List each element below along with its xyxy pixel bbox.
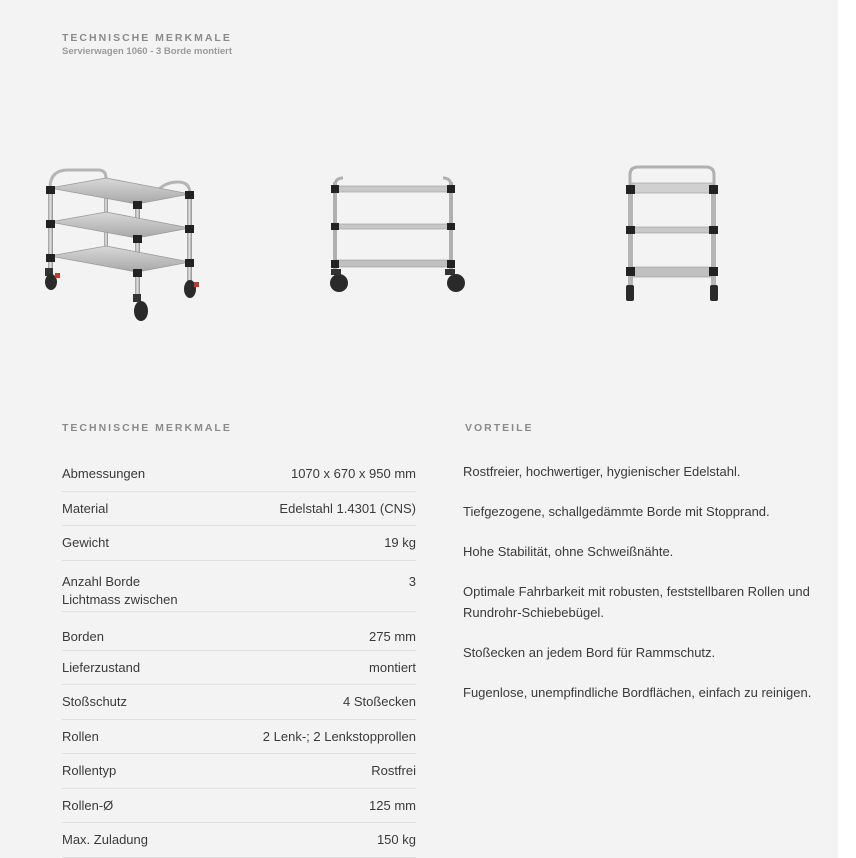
advantage-item: Stoßecken an jedem Bord für Rammschutz. bbox=[463, 645, 716, 660]
product-image-front bbox=[620, 163, 725, 318]
spec-row bbox=[62, 457, 416, 492]
spec-value: 150 kg bbox=[376, 832, 416, 848]
spec-row bbox=[62, 754, 416, 789]
spec-row bbox=[62, 492, 416, 527]
spec-row bbox=[62, 651, 416, 686]
spec-row bbox=[62, 612, 416, 651]
spec-label: Rollentyp bbox=[62, 763, 117, 779]
advantage-item: Hohe Stabilität, ohne Schweißnähte. bbox=[463, 544, 674, 559]
spec-row bbox=[62, 789, 416, 824]
spec-label: Rollen-Ø bbox=[62, 797, 114, 813]
spec-value: 19 kg bbox=[384, 535, 416, 551]
advantage-item: Optimale Fahrbarkeit mit robusten, feststellbaren Rollen und Rundrohr-Schiebebügel. bbox=[463, 584, 810, 620]
header-subtitle: Servierwagen 1060 - 3 Borde montiert bbox=[62, 46, 233, 57]
spec-value: 125 mm bbox=[369, 797, 416, 813]
advantage-item: Tiefgezogene, schallgedämmte Borde mit Stopprand. bbox=[463, 504, 770, 519]
spec-row bbox=[62, 561, 416, 589]
spec-label: Material bbox=[62, 500, 109, 516]
spec-value: 275 mm bbox=[369, 628, 416, 644]
advantage-item: Rostfreier, hochwertiger, hygienischer Edelstahl. bbox=[463, 464, 741, 479]
spec-row bbox=[62, 526, 416, 561]
product-image-perspective bbox=[40, 160, 220, 335]
spec-label: Gewicht bbox=[62, 535, 109, 551]
spec-value: 4 Stoßecken bbox=[343, 694, 416, 710]
product-image-side bbox=[325, 172, 470, 302]
spec-row bbox=[62, 720, 416, 755]
spec-row bbox=[62, 589, 416, 612]
spec-value: 3 bbox=[408, 573, 416, 589]
spec-value: Rostfrei bbox=[371, 763, 416, 779]
specs-title: TECHNISCHE MERKMALE bbox=[62, 422, 232, 434]
advantages-list bbox=[463, 461, 813, 722]
spec-value: montiert bbox=[369, 659, 416, 675]
spec-value: Edelstahl 1.4301 (CNS) bbox=[279, 500, 416, 516]
spec-label: Lieferzustand bbox=[62, 659, 141, 675]
spec-label: Max. Zuladung bbox=[62, 832, 148, 848]
spec-label: Anzahl Borde bbox=[62, 573, 141, 589]
spec-value: 2 Lenk-; 2 Lenkstopprollen bbox=[262, 728, 416, 744]
spec-label: Lichtmass zwischen bbox=[62, 592, 178, 607]
spec-row bbox=[62, 685, 416, 720]
advantages-title: VORTEILE bbox=[465, 422, 534, 434]
spec-row bbox=[62, 823, 416, 858]
spec-label: Borden bbox=[62, 628, 104, 644]
spec-value: 1070 x 670 x 950 mm bbox=[290, 466, 416, 482]
spec-label: Rollen bbox=[62, 728, 99, 744]
spec-label: Stoßschutz bbox=[62, 694, 128, 710]
advantage-item: Fugenlose, unempfindliche Bordflächen, einfach zu reinigen. bbox=[463, 685, 812, 700]
header-title: TECHNISCHE MERKMALE bbox=[62, 32, 232, 44]
spec-label: Abmessungen bbox=[62, 466, 146, 482]
specs-table bbox=[62, 457, 416, 858]
